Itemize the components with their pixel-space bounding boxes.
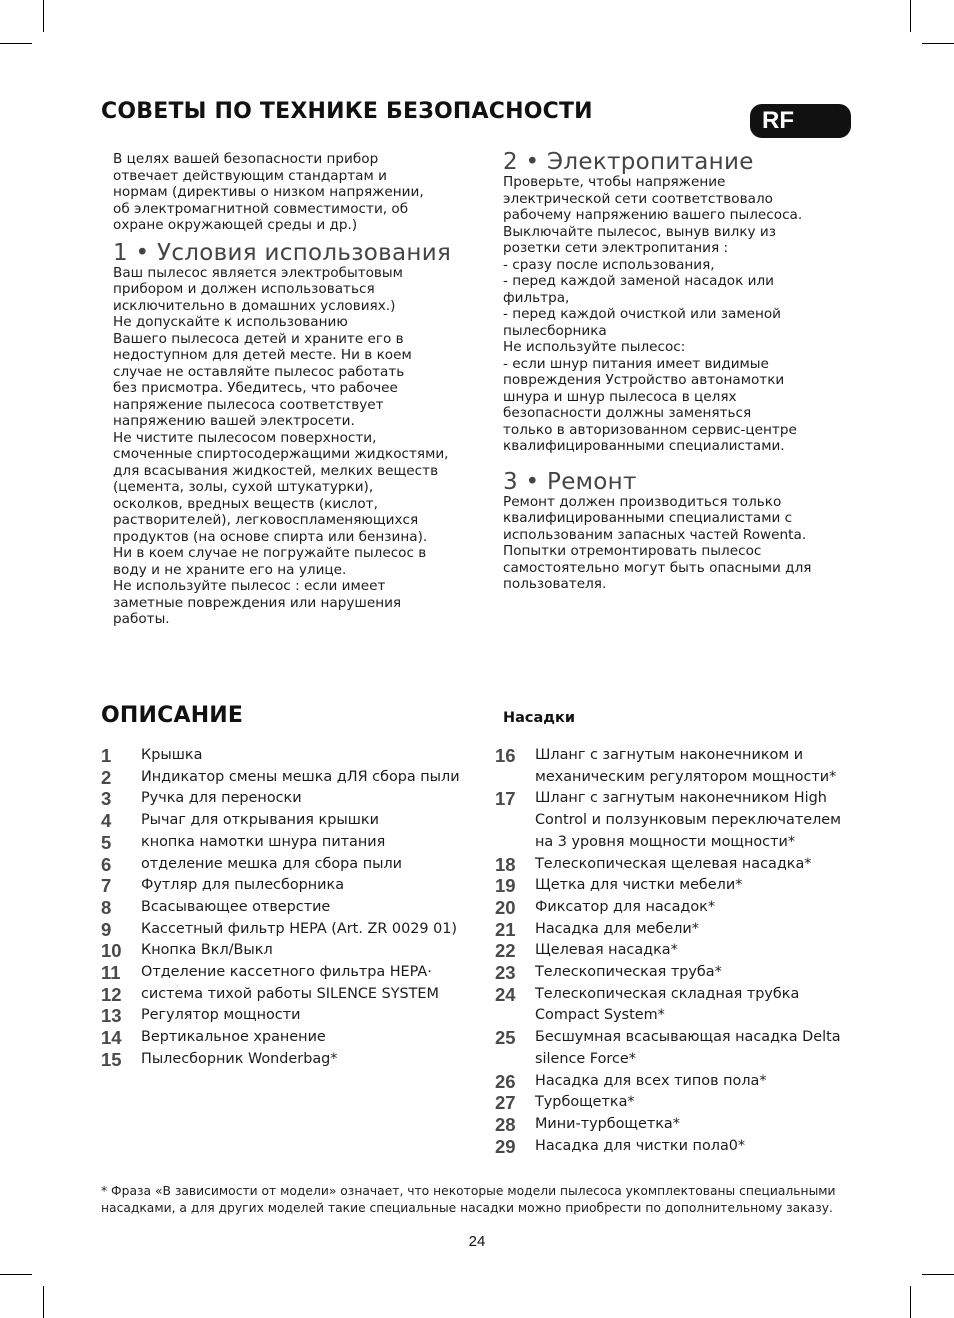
- item-label: Регулятор мощности: [141, 1007, 301, 1024]
- crop-mark: [43, 0, 44, 32]
- item-number: [101, 854, 141, 876]
- item-label: Бесшумная всасывающая насадка Delta silence Force*: [535, 1029, 841, 1067]
- list-item: [495, 1092, 875, 1114]
- section-2-heading: 2 • Электропитание: [503, 149, 754, 175]
- item-number-text: 9: [101, 918, 112, 940]
- crop-mark: [43, 1286, 44, 1318]
- item-number-text: 24: [495, 983, 516, 1005]
- item-number-text: 12: [101, 983, 122, 1005]
- item-number: [101, 940, 141, 962]
- item-number: [495, 1027, 535, 1070]
- item-number: [101, 984, 141, 1006]
- crop-mark: [0, 43, 32, 44]
- item-label: Всасывающее отверстие: [141, 898, 331, 915]
- list-item: [495, 984, 875, 1027]
- item-number: [101, 962, 141, 984]
- list-item: [495, 854, 875, 876]
- item-number-text: 13: [101, 1005, 122, 1027]
- list-item: [101, 875, 481, 897]
- list-item: [101, 984, 481, 1006]
- item-number: [101, 810, 141, 832]
- list-item: [495, 745, 875, 788]
- list-item: [495, 1027, 875, 1070]
- item-number-text: 17: [495, 788, 516, 810]
- item-label: Насадка для чистки пола0*: [535, 1137, 746, 1154]
- list-item: [101, 745, 481, 767]
- item-label: Кнопка Вкл/Выкл: [141, 942, 273, 959]
- item-number-text: 2: [101, 766, 112, 788]
- description-list: [101, 745, 481, 1071]
- item-number-text: 29: [495, 1135, 516, 1157]
- list-item: [101, 962, 481, 984]
- item-label: Щетка для чистки мебели*: [535, 877, 743, 894]
- item-number-text: 22: [495, 940, 516, 962]
- item-number-text: 11: [101, 962, 121, 984]
- list-item: [101, 940, 481, 962]
- list-item: [101, 919, 481, 941]
- section-1-body: Ваш пылесос является электробытовым прибором и должен использоваться исключительно в домашних условиях.) Не допускайте к использованию Вашего пылесоса детей и храните его в недоступном для детей месте. Ни в коем случае не оставляйте пылесос работать без присмотра. Убедитесь, что рабочее напряжение пылесоса соответствует напряжению вашей электросети. Не чистите пылесосом поверхности, смоченные спиртосодержащими жидкостями, для всасывания жидкостей, мелких веществ (цемента, золы, сухой штукатурки), осколков, вредных веществ (кислот, растворителей), легковоспламеняющихся продуктов (на основе спирта или бензина). Ни в коем случае не погружайте пылесос в воду и не храните его на улице. Не используйте пылесос : если имеет заметные повреждения или нарушения работы.: [113, 264, 449, 627]
- item-number: [101, 745, 141, 767]
- item-number-text: 6: [101, 853, 112, 875]
- item-label: Пылесборник Wonderbag*: [141, 1050, 338, 1067]
- item-number: [101, 788, 141, 810]
- item-number: [495, 962, 535, 984]
- item-number: [495, 1114, 535, 1136]
- list-item: [495, 1136, 875, 1158]
- item-label: Мини-турбощетка*: [535, 1115, 680, 1132]
- item-number: [101, 767, 141, 789]
- item-number: [495, 940, 535, 962]
- item-number: [101, 1005, 141, 1027]
- item-number: [101, 832, 141, 854]
- item-label: Вертикальное хранение: [141, 1029, 326, 1046]
- crop-mark: [922, 43, 954, 44]
- item-label: Футляр для пылесборника: [141, 877, 345, 894]
- item-number-text: 14: [101, 1027, 122, 1049]
- safety-title: СОВЕТЫ ПО ТЕХНИКЕ БЕЗОПАСНОСТИ: [101, 99, 593, 124]
- list-item: [495, 919, 875, 941]
- item-number: [495, 745, 535, 788]
- item-number-text: 25: [495, 1027, 516, 1049]
- item-label: Телескопическая щелевая насадка*: [535, 855, 812, 872]
- list-item: [495, 897, 875, 919]
- list-item: [495, 940, 875, 962]
- item-number: [495, 1092, 535, 1114]
- section-3-heading: 3 • Ремонт: [503, 468, 637, 495]
- item-number: [495, 897, 535, 919]
- safety-right-column: [503, 150, 863, 593]
- item-number-text: 8: [101, 896, 112, 918]
- item-label: Турбощетка*: [535, 1094, 635, 1111]
- item-number-text: 10: [101, 940, 122, 962]
- item-label: система тихой работы SILENCE SYSTEM: [141, 985, 439, 1002]
- section-3-body: Ремонт должен производиться только квалифицированными специалистами с использованим запасных частей Rowenta. Попытки отремонтировать пылесос самостоятельно могут быть опасными для пользователя.: [503, 493, 812, 592]
- item-label: Рычаг для открывания крышки: [141, 812, 379, 829]
- item-number-text: 27: [495, 1092, 516, 1114]
- crop-mark: [910, 0, 911, 32]
- safety-left-column: [113, 151, 473, 628]
- item-number: [495, 854, 535, 876]
- item-number-text: 21: [495, 918, 516, 940]
- item-label: Насадка для мебели*: [535, 920, 699, 937]
- language-badge: RF: [750, 104, 851, 138]
- item-number: [101, 1049, 141, 1071]
- footnote: * Фраза «В зависимости от модели» означает, что некоторые модели пылесоса укомплектованы специальными насадками, а для других моделей такие специальные насадки можно приобрести по дополнительному заказу.: [101, 1184, 836, 1215]
- page-number: 24: [468, 1233, 486, 1250]
- accessories-list: [495, 745, 875, 1157]
- list-item: [101, 832, 481, 854]
- item-number: [101, 919, 141, 941]
- item-number-text: 7: [101, 875, 112, 897]
- item-number-text: 3: [101, 788, 112, 810]
- list-item: [101, 1027, 481, 1049]
- item-label: Шланг с загнутым наконечником и механическим регулятором мощности*: [535, 747, 837, 785]
- item-label: Кассетный фильтр HEPA (Art. ZR 0029 01): [141, 920, 458, 937]
- list-item: [495, 1114, 875, 1136]
- list-item: [495, 788, 875, 853]
- item-label: Телескопическая труба*: [535, 964, 722, 981]
- item-label: Телескопическая складная трубка Compact System*: [535, 985, 800, 1024]
- item-label: Крышка: [141, 747, 203, 763]
- item-label: Насадка для всех типов пола*: [535, 1072, 767, 1089]
- item-number-text: 16: [495, 745, 516, 766]
- safety-intro: В целях вашей безопасности прибор отвечает действующим стандартам и нормам (директивы о низком напряжении, об электромагнитной совместимости, об охране окружающей среды и др.): [113, 151, 424, 233]
- item-number-text: 4: [101, 810, 112, 832]
- item-number: [495, 788, 535, 853]
- item-number-text: 20: [495, 896, 516, 918]
- item-label: отделение мешка для сбора пыли: [141, 855, 403, 872]
- item-number: [495, 1136, 535, 1158]
- item-number: [495, 1071, 535, 1093]
- crop-mark: [910, 1286, 911, 1318]
- list-item: [101, 1049, 481, 1071]
- item-number-text: 1: [101, 745, 112, 766]
- description-title: ОПИСАНИЕ: [101, 703, 244, 728]
- item-label: Отделение кассетного фильтра HEPA·: [141, 964, 432, 981]
- crop-mark: [922, 1274, 954, 1275]
- crop-mark: [0, 1274, 32, 1275]
- item-number: [101, 1027, 141, 1049]
- item-number: [101, 897, 141, 919]
- list-item: [101, 854, 481, 876]
- item-label: Ручка для переноски: [141, 790, 302, 807]
- list-item: [101, 767, 481, 789]
- item-number: [101, 875, 141, 897]
- list-item: [495, 962, 875, 984]
- item-number-text: 26: [495, 1070, 516, 1092]
- item-label: Фиксатор для насадок*: [535, 898, 716, 915]
- item-label: кнопка намотки шнура питания: [141, 833, 386, 850]
- list-item: [495, 1071, 875, 1093]
- item-label: Щелевая насадка*: [535, 942, 678, 959]
- item-number-text: 19: [495, 875, 516, 897]
- item-label: Шланг с загнутым наконечником High Control и ползунковым переключателем на 3 уровня мощности мощности*: [535, 790, 841, 850]
- item-label: Индикатор смены мешка дЛЯ сбора пыли: [141, 768, 460, 785]
- section-2-body: Проверьте, чтобы напряжение электрической сети соответствовало рабочему напряжению вашего пылесоса. Выключайте пылесос, вынув вилку из розетки сети электропитания : - сразу после использования, - перед каждой заменой насадок или фильтра, - перед каждой очисткой или заменой пылесборника Не используйте пылесос: - если шнур питания имеет видимые повреждения Устройство автонамотки шнура и шнур пылесоса в целях безопасности должны заменяться только в авторизованном сервис-центре квалифицированными специалистами.: [503, 174, 803, 454]
- section-1-heading: 1 • Условия использования: [113, 239, 452, 266]
- item-number: [495, 984, 535, 1027]
- list-item: [495, 875, 875, 897]
- list-item: [101, 1005, 481, 1027]
- item-number-text: 28: [495, 1113, 516, 1135]
- list-item: [101, 810, 481, 832]
- list-item: [101, 788, 481, 810]
- item-number: [495, 875, 535, 897]
- accessories-title: Насадки: [503, 710, 576, 726]
- item-number: [495, 919, 535, 941]
- list-item: [101, 897, 481, 919]
- item-number-text: 18: [495, 853, 516, 875]
- item-number-text: 15: [101, 1048, 122, 1070]
- item-number-text: 5: [101, 831, 112, 853]
- item-number-text: 23: [495, 962, 516, 984]
